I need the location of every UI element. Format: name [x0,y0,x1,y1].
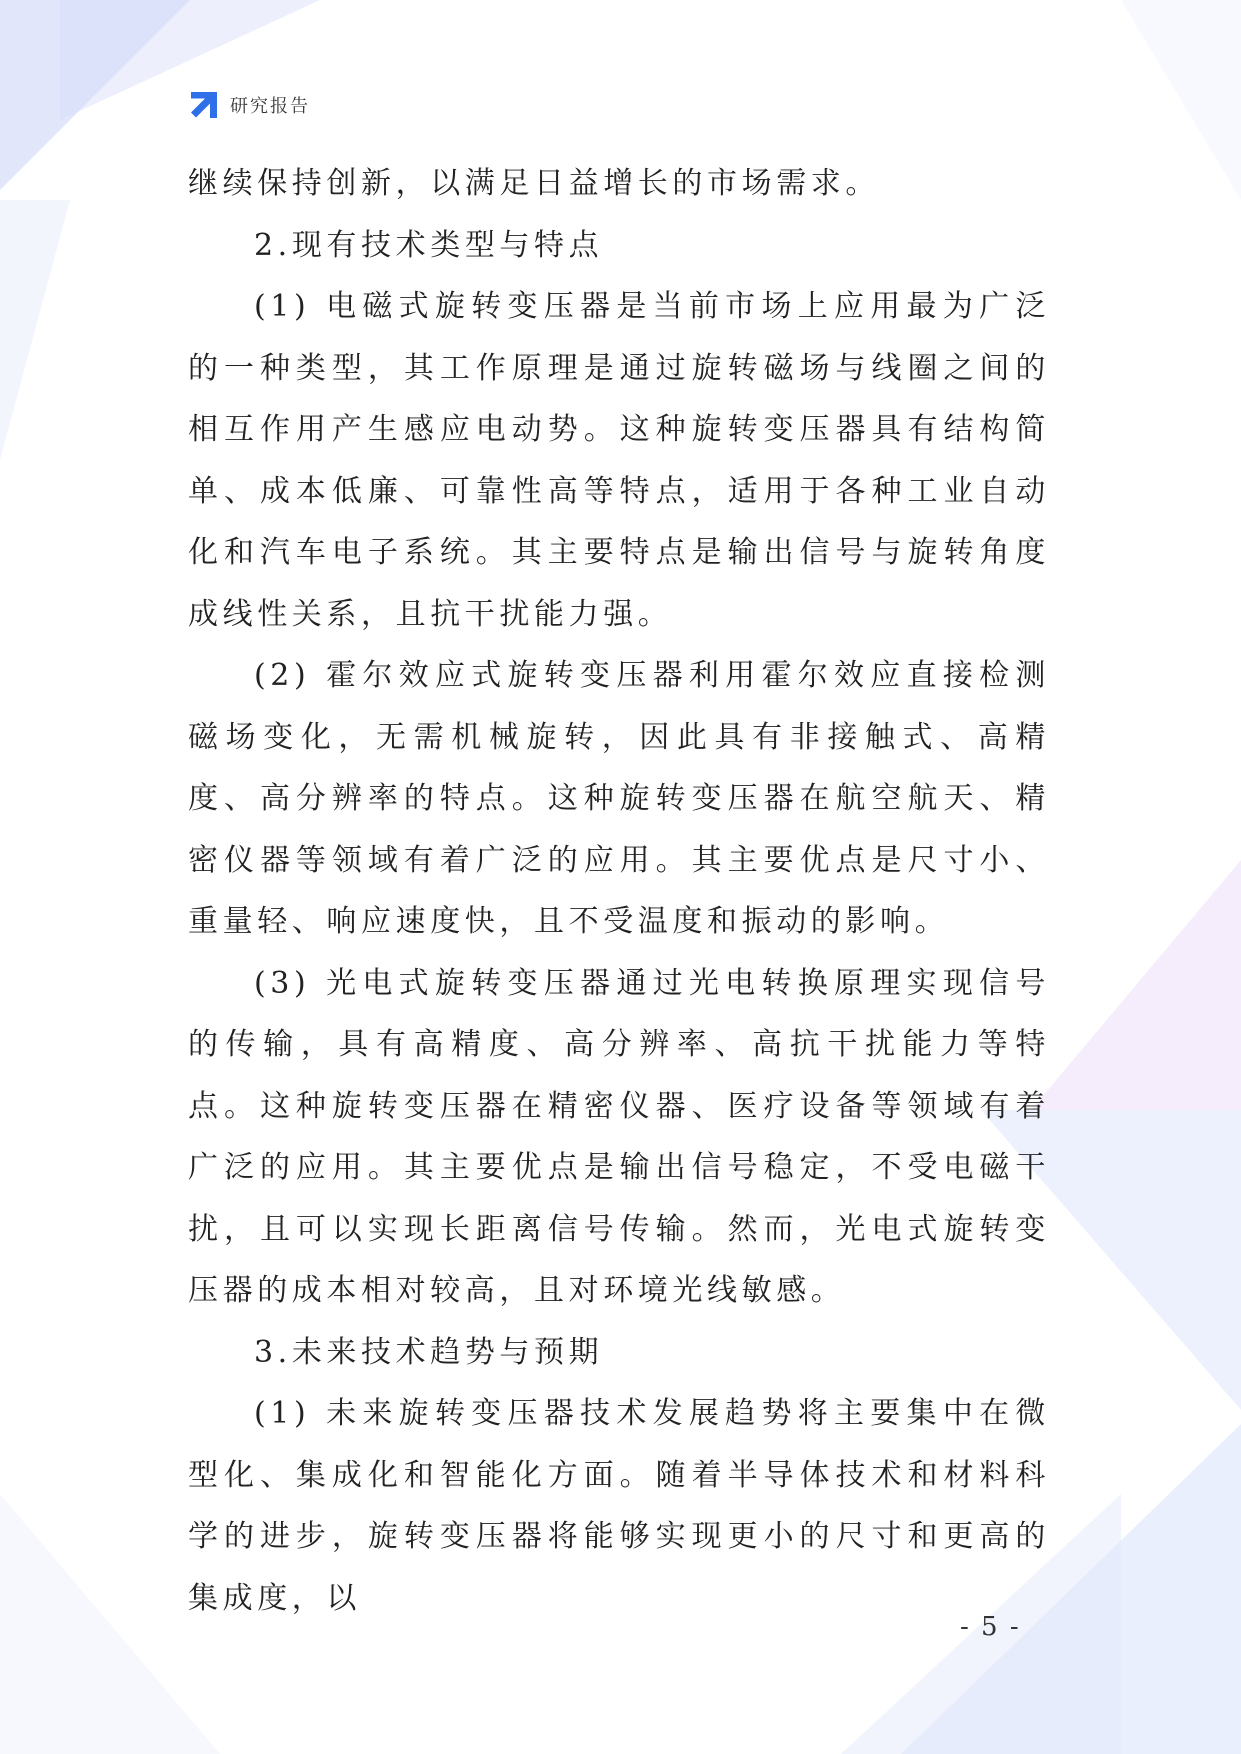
header-title: 研究报告 [230,96,310,117]
arrow-logo-icon [187,88,221,122]
section-heading-2: 2.现有技术类型与特点 [254,227,604,263]
page-header [187,88,310,122]
document-body [188,153,1050,1629]
section-heading-3: 3.未来技术趋势与预期 [254,1334,604,1370]
paragraph-hall-effect: (2) 霍尔效应式旋转变压器利用霍尔效应直接检测磁场变化，无需机械旋转，因此具有非接触式、高精度、高分辨率的特点。这种旋转变压器在航空航天、精密仪器等领域有着广泛的应用。其主要优点是尺寸小、重量轻、响应速度快，且不受温度和振动的影响。 [188,658,1050,939]
paragraph-continuation: 继续保持创新，以满足日益增长的市场需求。 [188,166,880,201]
page-number: - 5 - [960,1612,1021,1642]
paragraph-electromagnetic: (1) 电磁式旋转变压器是当前市场上应用最为广泛的一种类型，其工作原理是通过旋转磁场与线圈之间的相互作用产生感应电动势。这种旋转变压器具有结构简单、成本低廉、可靠性高等特点，适用于各种工业自动化和汽车电子系统。其主要特点是输出信号与旋转角度成线性关系，且抗干扰能力强。 [188,289,1050,632]
paragraph-photoelectric: (3) 光电式旋转变压器通过光电转换原理实现信号的传输，具有高精度、高分辨率、高抗干扰能力等特点。这种旋转变压器在精密仪器、医疗设备等领域有着广泛的应用。其主要优点是输出信号稳定，不受电磁干扰，且可以实现长距离信号传输。然而，光电式旋转变压器的成本相对较高，且对环境光线敏感。 [188,965,1050,1308]
paragraph-future-trends: (1) 未来旋转变压器技术发展趋势将主要集中在微型化、集成化和智能化方面。随着半导体技术和材料科学的进步，旋转变压器将能够实现更小的尺寸和更高的集成度，以 [188,1396,1050,1616]
